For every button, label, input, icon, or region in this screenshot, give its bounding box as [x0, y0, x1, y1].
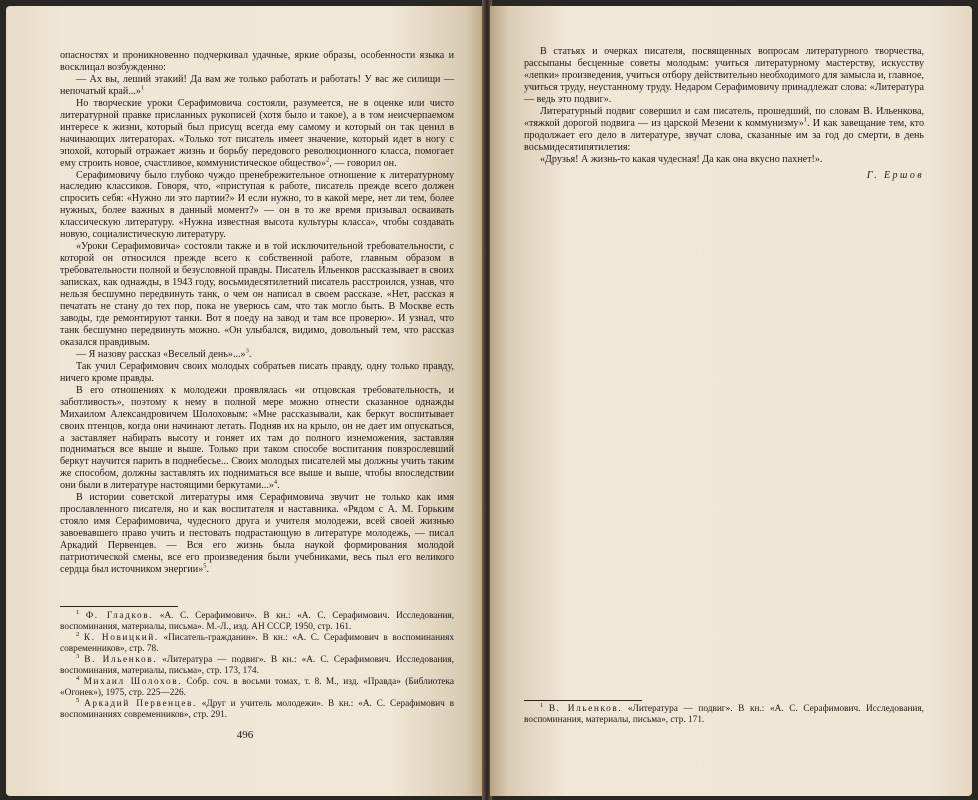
paragraph — [60, 98, 454, 170]
paragraph-text: В истории советской литературы имя Серафимовича звучит не только как имя прославленного писателя, но и как воспитателя и наставника. «Рядом с А. М. Горьким стояло имя Серафимовича, чудесного друга и учителя молодежи, всей своей жизнью завоевавшего право учить и пестовать подрастающую в литературе молодежь, — писал Аркадий Первенцев. — Вся его жизнь была наукой формирования молодой патриотической смены, все его произведения были учебниками, весь пыл его великого сердца был источником энергии» — [60, 492, 454, 575]
footnote — [60, 608, 455, 633]
paragraph — [524, 154, 924, 166]
footnote-rule — [60, 606, 178, 607]
footnote-text: «Литература — подвиг». В кн.: «А. С. Серафимович. Исследования, воспоминания, материалы, письма», стр. 173, 174. — [60, 655, 454, 676]
author-signature: Г. Ершов — [866, 169, 924, 181]
paragraph — [60, 349, 454, 361]
footnote-author: Аркадий Первенцев. — [84, 699, 197, 709]
footnote-ref: 5 — [203, 562, 207, 570]
left-page — [6, 6, 484, 796]
footnote-ref: 3 — [245, 347, 249, 355]
paragraph-text: Так учил Серафимович своих молодых собратьев писать правду, одну только правду, ничего кроме правды. — [60, 360, 454, 384]
footnote-author: В. Ильенков. — [548, 704, 623, 714]
footnote-number: 1 — [76, 608, 80, 616]
right-footnotes — [524, 700, 924, 726]
left-footnotes — [60, 606, 454, 721]
paragraph-text: — Ах вы, леший этакий! Да вам же только работать и работать! У вас же силищи — непочатый край...» — [60, 73, 454, 97]
footnote-number: 5 — [76, 696, 80, 704]
footnote-number: 4 — [76, 674, 80, 682]
paragraph-text: Серафимовичу было глубоко чуждо пренебрежительное отношение к литературному наследию классиков. Говоря, что, «приступая к работе, писатель прежде всего должен спросить себя: «Нужно ли это партии?» И если нужно, то в какой мере, нет ли тем, более нужных, более важных в данный момент?» — он в то же время призывал осваивать классическую литературу. «Нужна известная высота культуры класса», чтобы создавать новую, социалистическую литературу. — [60, 169, 454, 241]
paragraph-text: Но творческие уроки Серафимовича состояли, разумеется, не в оценке или чисто литературной правке присланных рукописей (хотя было и такое), а в том неисчерпаемом интересе к жизни, который был присущ всегда ему самому и который он так ценил в начинающих литераторах. «Только тот писатель имеет значение, который идет в ногу с эпохой, который отражает жизнь и борьбу передового революционного класса, помогает ему строить новое, счастливое, коммунистическое общество» — [60, 97, 454, 169]
paragraph — [524, 46, 924, 106]
right-page — [490, 6, 972, 796]
footnote-text: «Друг и учитель молодежи». В кн.: «А. С. Серафимович в воспоминаниях современников», стр. 291. — [60, 699, 455, 720]
footnote-number: 1 — [540, 701, 544, 709]
page-number: 496 — [236, 729, 254, 741]
paragraph-tail: . — [277, 480, 280, 492]
paragraph — [524, 106, 924, 154]
footnote-author: К. Новицкий. — [83, 633, 159, 643]
paragraph — [60, 241, 454, 349]
footnote-text: «Литература — подвиг». В кн.: «А. С. Серафимович. Исследования, воспоминания, материалы, письма», стр. 171. — [524, 704, 924, 725]
footnote-rule — [524, 700, 642, 701]
footnote-number: 3 — [76, 652, 80, 660]
footnote-author: Ф. Гладков. — [85, 611, 154, 621]
footnote-ref: 2 — [326, 156, 330, 164]
footnote — [60, 652, 454, 677]
paragraph-text: «Уроки Серафимовича» состояли также и в той исключительной требовательности, с которой он относился прежде всего к собственной работе, главным образом в требовательности полной и безусловной правды. Писатель Ильенков рассказывает в своих записках, как однажды, в 1943 году, восьмидесятилетний писатель расстроился, узнав, что нельзя бесшумно передвинуть танк, о чем он написал в своем рассказе. «Нет, рассказ я печатать не стану до тех пор, пока не уверюсь сам, что так могло быть. В Москве есть заводы, где ремонтируют танки. Вот я поеду на завод и там все проверю». И узнал, что танк бесшумно передвинуть можно. «Он улыбался, видимо, довольный тем, что рассказ оказался правдивым. — [60, 241, 454, 348]
footnote — [60, 630, 454, 655]
paragraph-text: «Друзья! А жизнь-то какая чудесная! Да как она вкусно пахнет!». — [540, 153, 823, 165]
paragraph-tail: . И как завещание тем, кто продолжает его дело в литературе, звучат слова, сказанные им за год до смерти, в день восьмидесятипятилетия: — [524, 117, 925, 153]
footnote-ref: 4 — [273, 478, 278, 486]
paragraph-text: В статьях и очерках писателя, посвященных вопросам литературного творчества, рассыпаны бесценные советы молодым: учиться литературному мастерству, искусству «лепки» произведения, учиться отбору действительно необходимого для замысла и, главное, учиться труду, неустанному труду. Недаром Серафимовичу принадлежат слова: «Литература — ведь это подвиг». — [524, 46, 924, 105]
paragraph-tail: , — говорил он. — [329, 157, 397, 169]
footnote-author: В. Ильенков. — [84, 655, 158, 665]
footnote-text: Собр. соч. в восьми томах, т. 8. М., изд. «Правда» (Библиотека «Огонек»), 1975, стр. 225—226. — [60, 677, 455, 698]
paragraph-text: В его отношениях к молодежи проявлялась «и отцовская требовательность, и заботливость», поэтому к нему в полной мере можно отнести сказанное однажды Михаилом Александровичем Шолоховым: «Мне рассказывали, как беркут воспитывает своих птенцов, когда они начинают летать. Подняв их на крыло, он не дает им опускаться, а заставляет набирать высоту и гоняет их там до полного изнеможения, заставляя подниматься все выше и выше. Только при таком способе воспитания повзрослевший беркут научится парить в поднебесье... Своих молодых писателей мы должны учить таким же способом, должны заставлять их подниматься все выше и выше, чтобы впоследствии они были в литературе настоящими беркутами...» — [60, 384, 454, 492]
footnote-text: «А. С. Серафимович». В кн.: «А. С. Серафимович. Исследования, воспоминания, материалы, письма». М.-Л., изд. АН СССР, 1950, стр. 161. — [60, 611, 455, 632]
paragraph-text: — Я назову рассказ «Веселый день»...» — [76, 348, 246, 360]
right-text-column — [524, 46, 924, 181]
paragraph-tail: . — [206, 563, 210, 575]
footnote-ref: 1 — [803, 116, 808, 124]
paragraph — [60, 50, 454, 74]
footnote — [524, 701, 924, 726]
paragraph — [60, 385, 454, 493]
paragraph — [60, 170, 454, 242]
paragraph — [60, 361, 454, 385]
paragraph — [60, 492, 454, 576]
footnote-text: «Писатель-гражданин». В кн.: «А. С. Серафимович в воспоминаниях современников», стр. 78. — [60, 633, 454, 654]
left-text-column — [60, 50, 454, 576]
paragraph — [60, 74, 454, 98]
paragraph-text: Литературный подвиг совершил и сам писатель, прошедший, по словам В. Ильенкова, «тяжкой дорогой подвига — из царской Мезени к коммунизму» — [524, 105, 924, 129]
footnote — [60, 696, 455, 721]
footnote-number: 2 — [76, 630, 80, 638]
paragraph-tail: . — [248, 348, 252, 360]
footnote-author: Михаил Шолохов. — [83, 677, 183, 687]
paragraph-text: опасностях и проникновенно подчеркивал удачные, яркие образы, особенности языка и восклицал возбужденно: — [60, 50, 454, 73]
footnote-ref: 1 — [140, 84, 145, 92]
footnote — [60, 674, 455, 699]
